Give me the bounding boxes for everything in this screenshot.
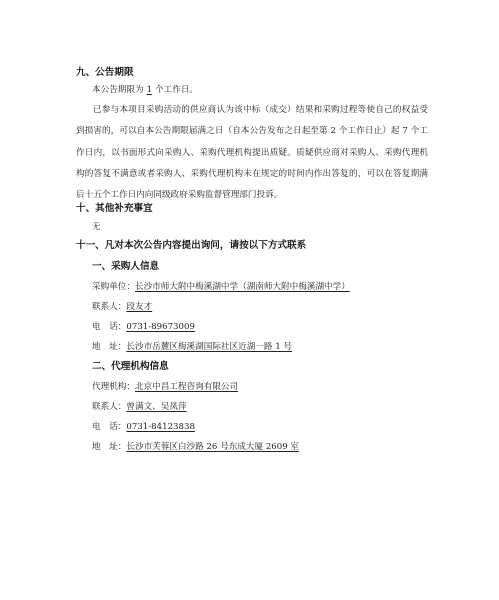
notice-period-suffix: 个工作日。 [155,85,199,95]
agency-phone-label: 电 话： [92,422,127,432]
agency-address-value: 长沙市芙蓉区白沙路 26 号东成大厦 2609 室 [126,442,300,452]
section-9-heading: 九、公告期限 [76,67,134,78]
notice-period-value: 1 [146,85,153,95]
purchaser-phone-row [92,321,195,333]
agency-contact-label: 联系人： [92,402,127,412]
agency-address-row [92,441,299,453]
complaint-paragraph: 已参与本项目采购活动的供应商认为该中标（成交）结果和采购过程等使自己的权益受到损害的，可以自本公告期限届满之日（自本公告发布之日起至第 2 个工作日止）起 7 个工作日内，以书面形式向采购人、采购代理机构提出质疑。质疑供应商对采购人、采购代理机构的答复不满意或者采购人、采购代理机构未在规定的时间内作出答复的，可以在答复期满后十五个工作日内向同级政府采购监督管理部门投诉。 [76,105,428,201]
agency-address-label: 地 址： [92,442,127,452]
purchaser-phone-value: 0731-89673009 [126,322,195,332]
purchaser-unit-value: 长沙市师大附中梅溪湖中学（湖南师大附中梅溪湖中学） [134,282,350,292]
purchaser-address-row [92,341,292,353]
agency-unit-row [92,381,238,393]
agency-phone-row [92,421,195,433]
agency-info-heading: 二、代理机构信息 [92,361,169,372]
purchaser-info-heading: 一、采购人信息 [92,261,160,272]
section-10-heading: 十、其他补充事宜 [76,203,153,214]
purchaser-unit-row [92,281,350,293]
agency-unit-value: 北京中昌工程咨询有限公司 [134,382,239,392]
purchaser-address-value: 长沙市岳麓区梅溪湖国际社区近湖一路 1 号 [126,342,293,352]
agency-contact-value: 曾满文、吴凤萍 [126,402,187,412]
agency-unit-label: 代理机构： [92,382,135,392]
supplementary-content: 无 [92,222,101,232]
agency-phone-value: 0731-84123838 [126,422,195,432]
purchaser-contact-label: 联系人： [92,302,127,312]
purchaser-phone-label: 电 话： [92,322,127,332]
purchaser-address-label: 地 址： [92,342,127,352]
purchaser-contact-row [92,301,152,313]
agency-contact-row [92,401,187,413]
purchaser-unit-label: 采购单位： [92,282,135,292]
notice-period-prefix: 本公告期限为 [92,85,144,95]
notice-period-line [92,84,198,96]
section-11-heading: 十一、凡对本次公告内容提出询问，请按以下方式联系 [76,240,307,251]
purchaser-contact-value: 段友才 [126,302,153,312]
